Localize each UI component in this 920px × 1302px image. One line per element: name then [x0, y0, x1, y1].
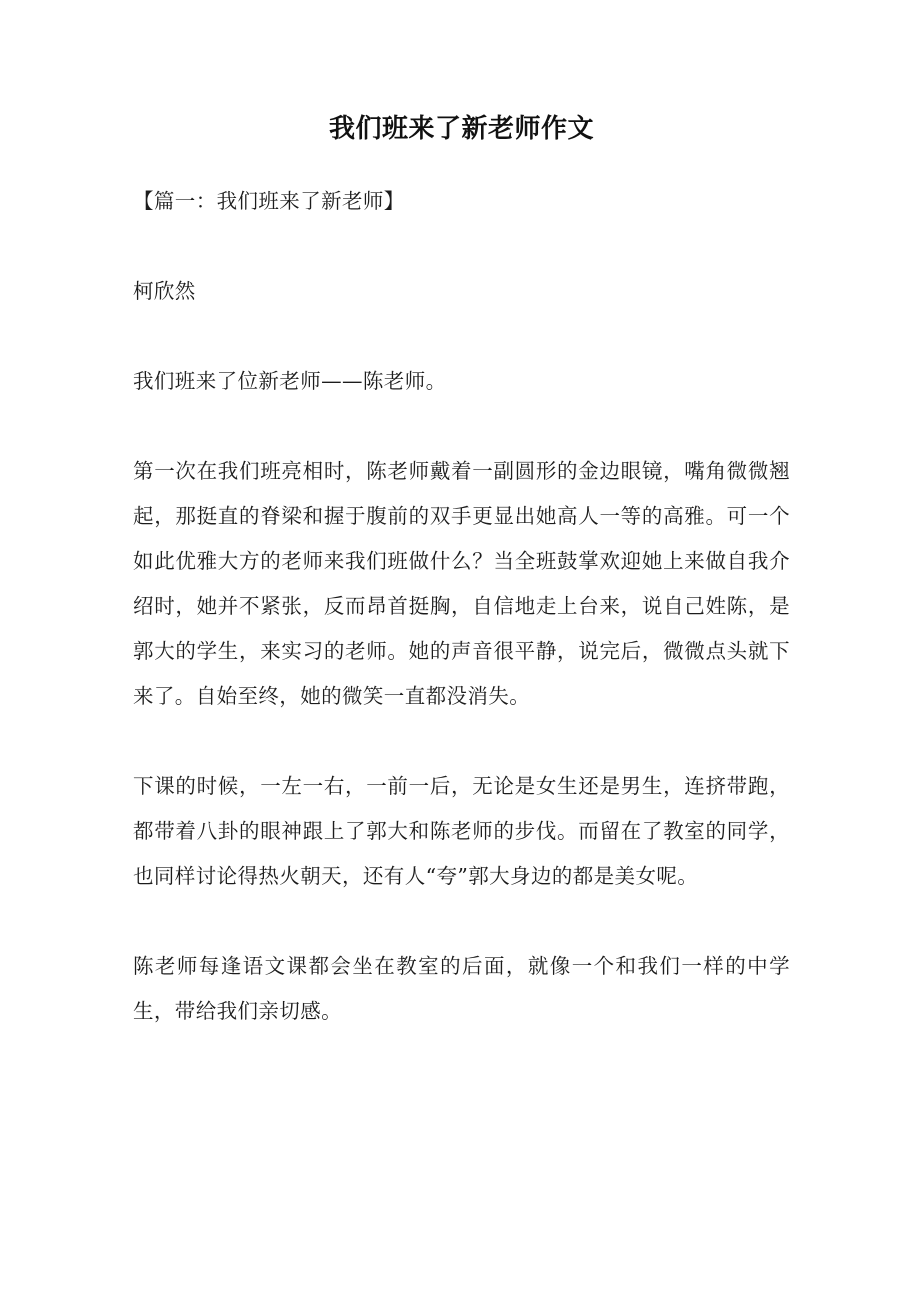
body-paragraph-1: 我们班来了位新老师——陈老师。 [133, 369, 447, 393]
body-paragraph-3: 下课的时候，一左一右，一前一后，无论是女生还是男生，连挤带跑，都带着八卦的眼神跟上了郭大和陈老师的步伐。而留在了教室的同学，也同样讨论得热火朝天，还有人“夸”郭大身边的都是美女呢。 [133, 774, 790, 888]
author-byline: 柯欣然 [133, 279, 196, 303]
body-paragraph-2: 第一次在我们班亮相时，陈老师戴着一副圆形的金边眼镜，嘴角微微翘起，那挺直的脊梁和握于腹前的双手更显出她高人一等的高雅。可一个如此优雅大方的老师来我们班做什么？当全班鼓掌欢迎她上来做自我介绍时，她并不紧张，反而昂首挺胸，自信地走上台来，说自己姓陈，是郭大的学生，来实习的老师。她的声音很平静，说完后，微微点头就下来了。自始至终，她的微笑一直都没消失。 [133, 459, 790, 708]
section-heading: 【篇一：我们班来了新老师】 [133, 189, 405, 213]
document-content [133, 0, 790, 1034]
page-title: 我们班来了新老师作文 [328, 114, 594, 144]
body-paragraph-4: 陈老师每逢语文课都会坐在教室的后面，就像一个和我们一样的中学生，带给我们亲切感。 [133, 954, 790, 1023]
